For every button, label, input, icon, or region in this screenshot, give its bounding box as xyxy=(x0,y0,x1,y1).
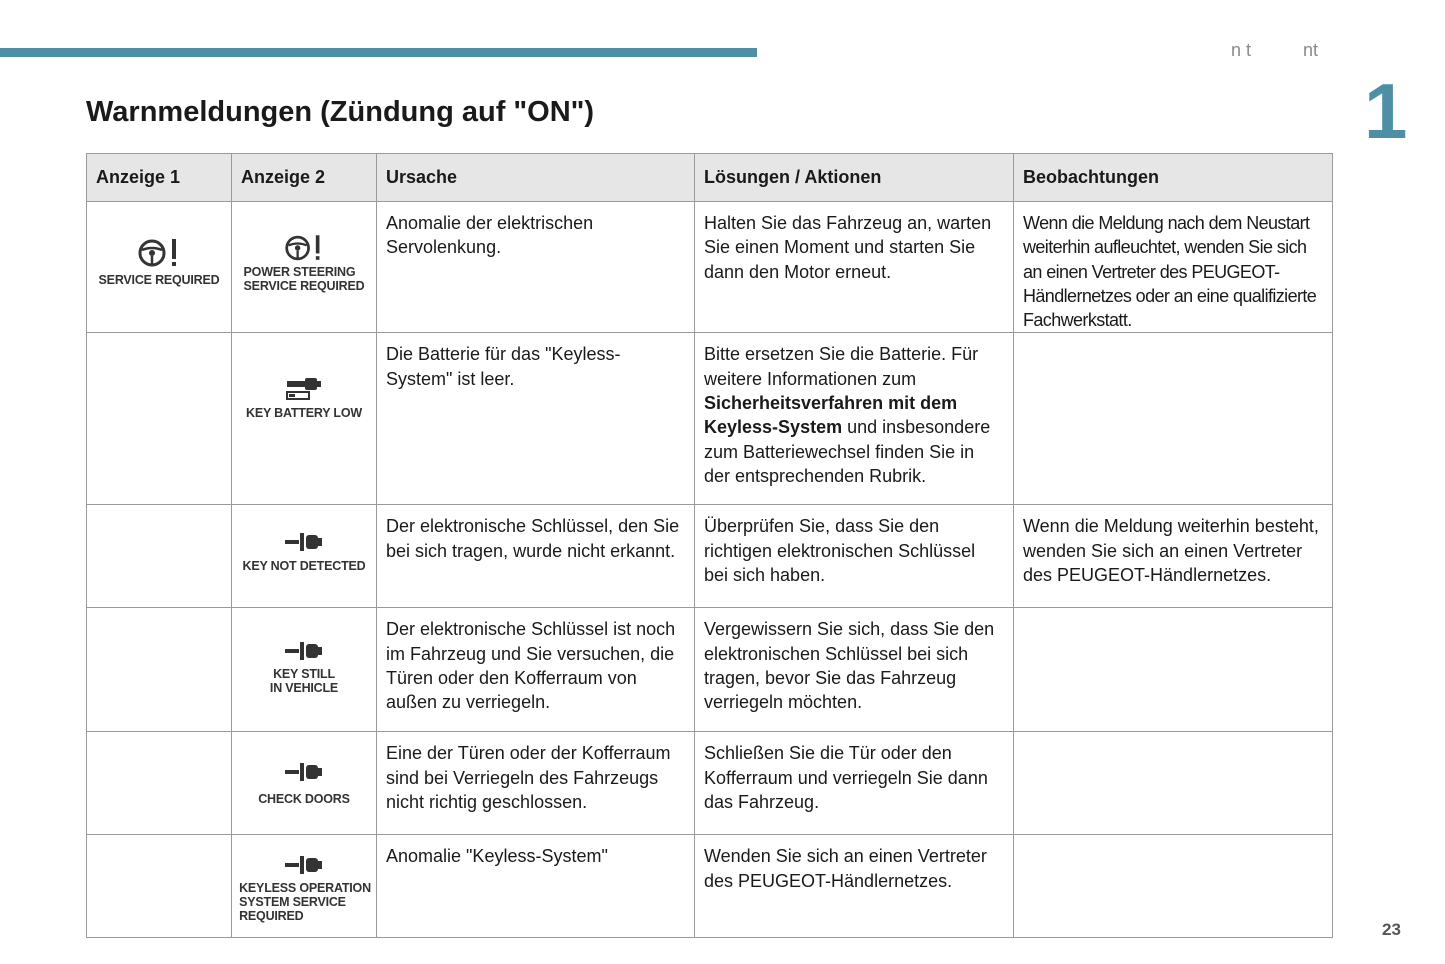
display2-label-line1: KEY STILL xyxy=(273,666,335,681)
column-header-display2: Anzeige 2 xyxy=(232,154,377,202)
cause-cell: Die Batterie für das "Keyless-System" ist leer. xyxy=(377,333,695,505)
key-icon xyxy=(284,530,324,554)
cause-cell: Anomalie "Keyless-System" xyxy=(377,835,695,938)
display2-label-line1: POWER STEERING xyxy=(243,265,356,280)
cause-cell: Der elektronische Schlüssel, den Sie bei sich tragen, wurde nicht erkannt. xyxy=(377,505,695,608)
display2-label-line2: SERVICE REQUIRED xyxy=(243,279,365,294)
column-header-cause: Ursache xyxy=(377,154,695,202)
display2-cell xyxy=(232,835,377,938)
table-row xyxy=(87,202,1333,333)
display1-cell xyxy=(87,732,232,835)
display2-label-line2: IN VEHICLE xyxy=(269,680,339,695)
header-section-label-right: nt xyxy=(1303,40,1319,60)
steering-warning-icon xyxy=(137,237,181,269)
cause-cell: Anomalie der elektrischen Servolenkung. xyxy=(377,202,695,333)
display2-cell xyxy=(232,333,377,505)
display1-cell xyxy=(87,835,232,938)
table-row xyxy=(87,732,1333,835)
display2-label: KEY NOT DETECTED xyxy=(242,558,366,573)
display2-cell xyxy=(232,608,377,732)
solution-text-end: und insbesondere zum Batteriewechsel finden Sie in der entsprechenden Rubrik. xyxy=(704,417,991,486)
key-battery-icon xyxy=(285,377,323,401)
display1-cell xyxy=(87,505,232,608)
solution-cell: Überprüfen Sie, dass Sie den richtigen elektronischen Schlüssel bei sich haben. xyxy=(695,505,1014,608)
observation-cell: Wenn die Meldung weiterhin besteht, wenden Sie sich an einen Vertreter des PEUGEOT-Händlernetzes. xyxy=(1014,505,1333,608)
display1-cell xyxy=(87,608,232,732)
display2-cell xyxy=(232,202,377,333)
table-row xyxy=(87,608,1333,732)
display2-label-line1: KEYLESS OPERATION xyxy=(239,881,371,896)
display1-label: SERVICE REQUIRED xyxy=(98,273,220,288)
observation-cell xyxy=(1014,333,1333,505)
display2-label: CHECK DOORS xyxy=(258,792,350,807)
display2-label-line3: REQUIRED xyxy=(239,909,304,924)
header-section-label: n t xyxy=(1231,40,1252,60)
display2-cell xyxy=(232,505,377,608)
table-row xyxy=(87,333,1333,505)
column-header-observation: Beobachtungen xyxy=(1014,154,1333,202)
chapter-number: 1 xyxy=(1364,67,1408,155)
key-icon xyxy=(284,853,324,877)
display1-cell xyxy=(87,333,232,505)
display1-cell xyxy=(87,202,232,333)
display2-label: KEY BATTERY LOW xyxy=(246,406,362,421)
solution-text: Bitte ersetzen Sie die Batterie. Für weitere Informationen zum xyxy=(704,344,979,389)
table-header-row xyxy=(87,154,1333,202)
observation-cell xyxy=(1014,835,1333,938)
cause-cell: Der elektronische Schlüssel ist noch im Fahrzeug und Sie versuchen, die Türen oder den Kofferraum von außen zu verriegeln. xyxy=(377,608,695,732)
column-header-solution: Lösungen / Aktionen xyxy=(695,154,1014,202)
solution-link-text: Sicherheitsverfahren mit dem Keyless-System xyxy=(704,393,958,438)
observation-cell: Wenn die Meldung nach dem Neustart weiterhin aufleuchtet, wenden Sie sich an einen Vertreter des PEUGEOT-Händlernetzes oder an eine qualifizierte Fachwerkstatt. xyxy=(1014,202,1333,333)
warning-messages-table xyxy=(86,153,1333,938)
page-title: Warnmeldungen (Zündung auf "ON") xyxy=(86,96,595,128)
steering-warning-icon xyxy=(284,233,324,263)
table-row xyxy=(87,835,1333,938)
observation-cell xyxy=(1014,608,1333,732)
solution-cell: Wenden Sie sich an einen Vertreter des PEUGEOT-Händlernetzes. xyxy=(695,835,1014,938)
column-header-display1: Anzeige 1 xyxy=(87,154,232,202)
solution-cell xyxy=(695,333,1014,505)
solution-cell: Halten Sie das Fahrzeug an, warten Sie einen Moment und starten Sie dann den Motor erneut. xyxy=(695,202,1014,333)
key-icon xyxy=(284,760,324,784)
solution-cell: Vergewissern Sie sich, dass Sie den elektronischen Schlüssel bei sich tragen, bevor Sie das Fahrzeug verriegeln möchten. xyxy=(695,608,1014,732)
key-icon xyxy=(284,639,324,663)
display2-cell xyxy=(232,732,377,835)
table-row xyxy=(87,505,1333,608)
display2-label-line2: SYSTEM SERVICE xyxy=(239,895,346,910)
top-accent-bar xyxy=(0,48,757,57)
solution-cell: Schließen Sie die Tür oder den Kofferraum und verriegeln Sie dann das Fahrzeug. xyxy=(695,732,1014,835)
page-number: 23 xyxy=(1382,920,1401,939)
observation-cell xyxy=(1014,732,1333,835)
cause-cell: Eine der Türen oder der Kofferraum sind bei Verriegeln des Fahrzeugs nicht richtig geschlossen. xyxy=(377,732,695,835)
